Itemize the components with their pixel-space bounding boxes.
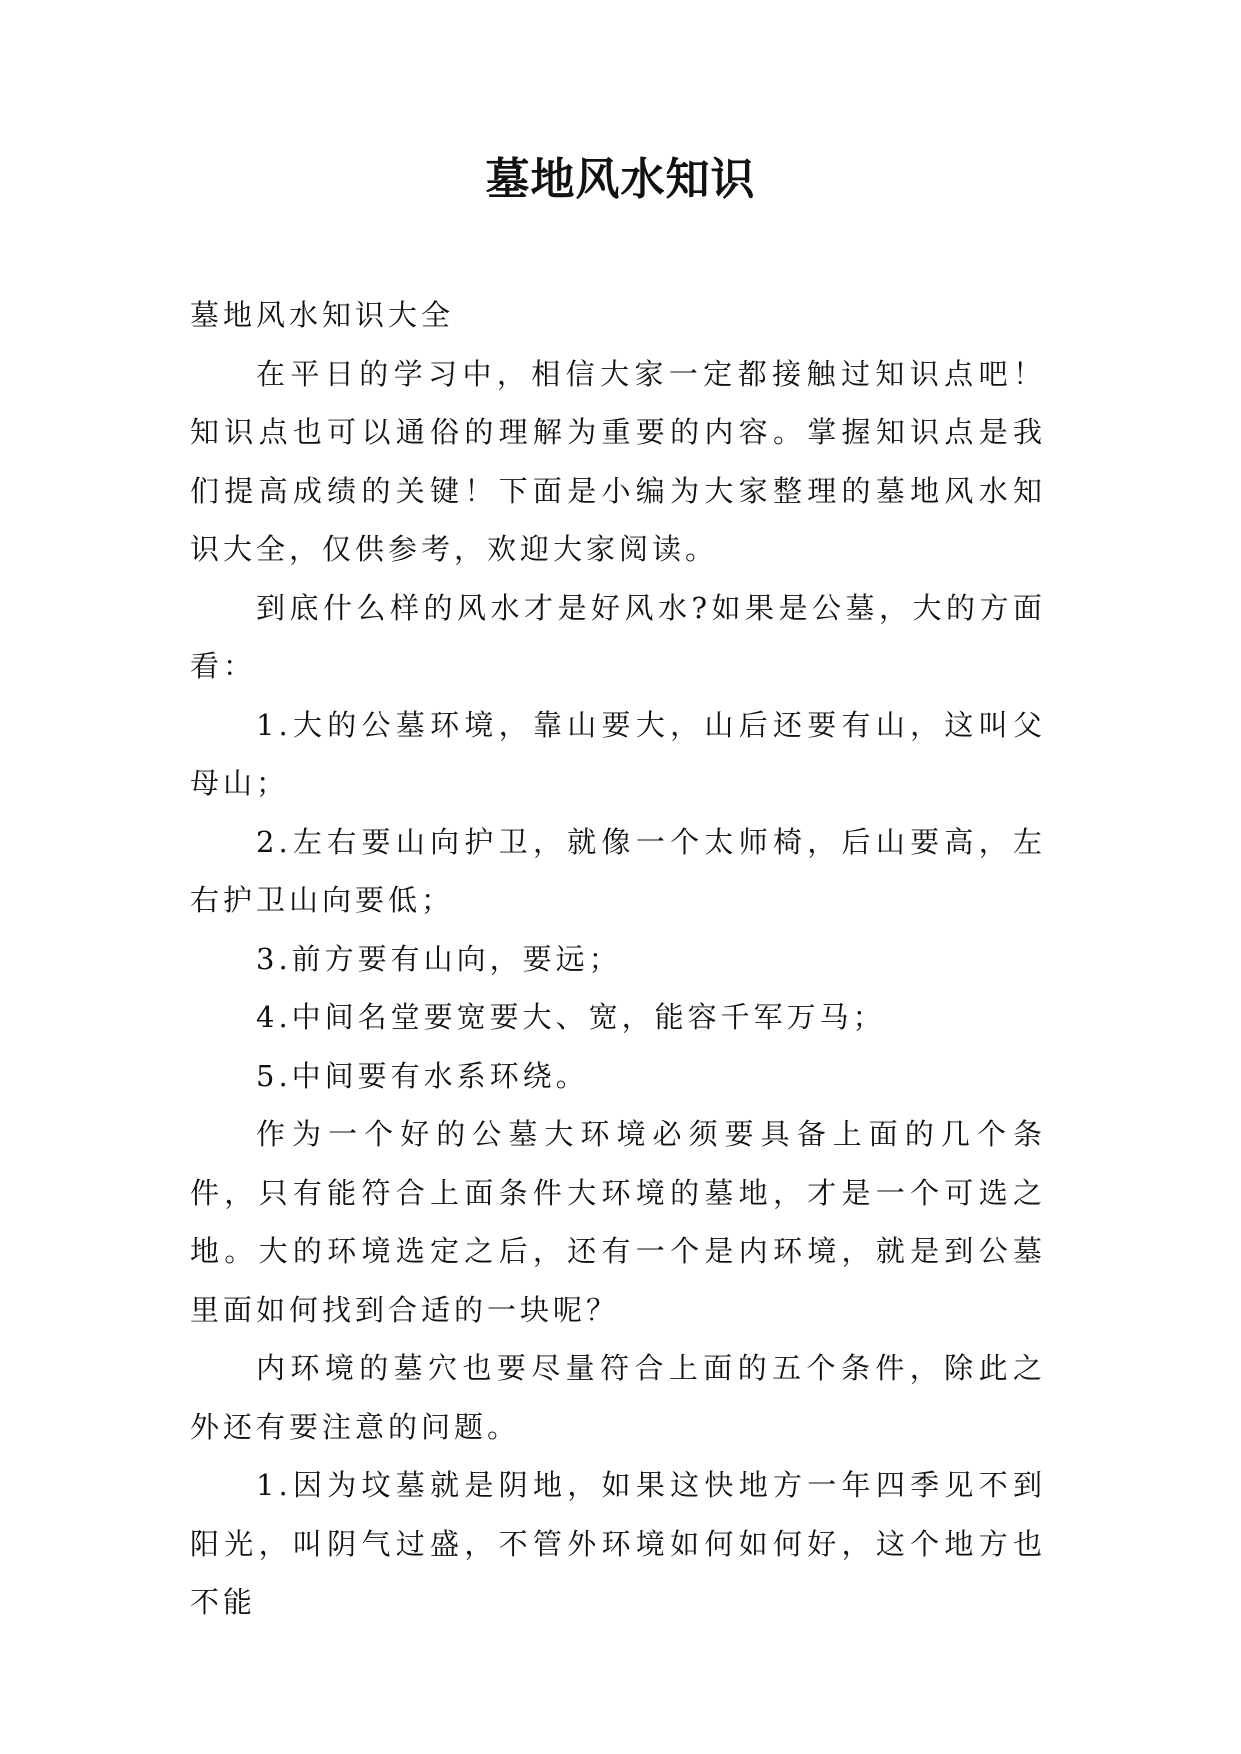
subtitle-paragraph: 墓地风水知识大全 [190,298,455,332]
document-body [190,286,1046,1632]
inner-list-item-1: 1.因为坟墓就是阴地，如果这快地方一年四季见不到阳光，叫阴气过盛，不管外环境如何如何好，这个地方也不能 [190,1468,1046,1619]
inner-environment-paragraph: 内环境的墓穴也要尽量符合上面的五个条件，除此之外还有要注意的问题。 [190,1351,1046,1444]
list-item-4: 4.中间名堂要宽要大、宽，能容千军万马； [256,1000,886,1034]
conclusion-paragraph: 作为一个好的公墓大环境必须要具备上面的几个条件，只有能符合上面条件大环境的墓地，才是一个可选之地。大的环境选定之后，还有一个是内环境，就是到公墓里面如何找到合适的一块呢？ [190,1117,1046,1327]
intro-paragraph: 在平日的学习中，相信大家一定都接触过知识点吧！知识点也可以通俗的理解为重要的内容。掌握知识点是我们提高成绩的关键！下面是小编为大家整理的墓地风水知识大全，仅供参考，欢迎大家阅读。 [190,356,1046,566]
document-title: 墓地风水知识 [485,154,756,205]
list-item-5: 5.中间要有水系环绕。 [256,1058,589,1093]
list-item-3: 3.前方要有山向，要远； [256,941,622,976]
list-item-1: 1.大的公墓环境，靠山要大，山后还要有山，这叫父母山； [190,707,1046,800]
question-paragraph: 到底什么样的风水才是好风水?如果是公墓，大的方面看： [190,590,1046,683]
list-item-2: 2.左右要山向护卫，就像一个太师椅，后山要高，左右护卫山向要低； [190,824,1046,917]
